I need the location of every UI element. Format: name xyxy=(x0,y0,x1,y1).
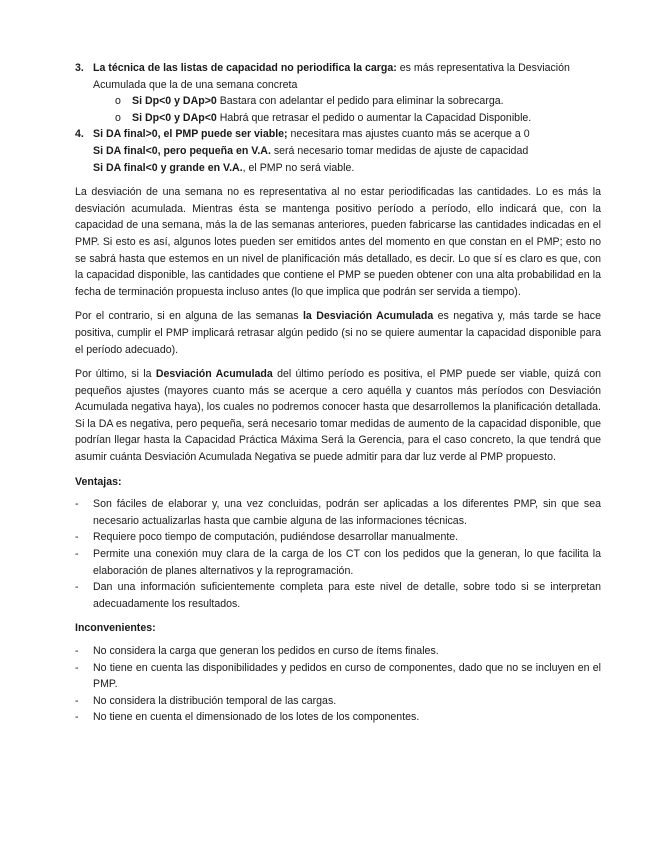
heading-text: Ventajas: xyxy=(75,475,122,488)
sub-item-text: Habrá que retrasar el pedido o aumentar la Capacidad Disponible. xyxy=(216,111,532,124)
item-text: será necesario tomar medidas de ajuste de capacidad xyxy=(270,144,529,157)
circle-bullet-icon: o xyxy=(115,111,121,124)
list-item-text: No tiene en cuenta el dimensionado de los lotes de los componentes. xyxy=(93,711,420,724)
paragraph-text: Por el contrario, si en alguna de las semanas xyxy=(75,310,303,323)
list-item-text: No considera la distribución temporal de las cargas. xyxy=(93,694,337,707)
list-item-text: No tiene en cuenta las disponibilidades y pedidos en curso de componentes, dado que no se incluyen en el PMP. xyxy=(93,661,601,691)
dash-bullet-icon: - xyxy=(75,661,79,674)
inconvenientes-heading xyxy=(75,620,601,637)
item-bold-text: Si DA final>0, el PMP puede ser viable; xyxy=(93,128,288,141)
heading-text: Inconvenientes: xyxy=(75,622,156,635)
circle-bullet-icon: o xyxy=(115,95,121,108)
paragraph-text: Por último, si la xyxy=(75,368,156,381)
list-item xyxy=(75,660,601,693)
paragraph-3 xyxy=(75,366,601,466)
sub-item-text: Bastara con adelantar el pedido para eliminar la sobrecarga. xyxy=(216,95,504,108)
list-item xyxy=(75,643,601,660)
paragraph-1: La desviación de una semana no es representativa al no estar periodificadas las cantidades. Lo es más la desviación acumulada. Mientras ésta se mantenga positivo período a período, ello indicará que, con la capacidad de una semana, más la de las semanas anteriores, pueden fabricarse las cantidades indicadas en el PMP. Si esto es así, algunos lotes pueden ser emitidos antes del momento en que constan en el PMP; esto no se sabrá hasta que estemos en un nivel de planificación más detallado, es decir. Lo que sí es claro es que, con la capacidad disponible, las cantidades que contiene el PMP se pueden obtener con una alta probabilidad en la fecha de terminación propuesta incluso antes (lo que implica que podrán ser servida a tiempo). xyxy=(75,186,601,298)
list-item-text: No considera la carga que generan los pedidos en curso de ítems finales. xyxy=(93,645,439,657)
item-bold-text: Si DA final<0, pero pequeña en V.A. xyxy=(93,144,271,157)
document-page xyxy=(75,60,601,726)
list-item xyxy=(75,529,601,546)
sub-list xyxy=(75,93,601,126)
dash-bullet-icon: - xyxy=(75,548,79,561)
paragraph-2 xyxy=(75,308,601,358)
list-item xyxy=(75,709,601,726)
list-item-text: Permite una conexión muy clara de la carga de los CT con los pedidos que la generan, lo que facilita la elaboración de planes alternativos y la reprogramación. xyxy=(93,548,601,577)
list-item-text: Dan una información suficientemente completa para este nivel de detalle, sobre todo si se interpretan adecuadamente los resultados. xyxy=(93,581,601,610)
list-item-text: Requiere poco tiempo de computación, pudiéndose desarrollar manualmente. xyxy=(93,531,459,544)
item-number: 3. xyxy=(75,62,84,74)
item-bold-text: Si DA final<0 y grande en V.A. xyxy=(93,161,243,174)
numbered-item-3 xyxy=(75,60,601,93)
paragraph-bold: Desviación Acumulada xyxy=(155,368,273,381)
item-bold-text: La técnica de las listas de capacidad no periodifica la carga: xyxy=(93,62,397,74)
dash-bullet-icon: - xyxy=(75,694,79,707)
dash-bullet-icon: - xyxy=(75,645,79,657)
list-item xyxy=(75,546,601,579)
dash-bullet-icon: - xyxy=(75,531,79,544)
dash-bullet-icon: - xyxy=(75,581,79,594)
list-item xyxy=(75,693,601,710)
paragraph-text: es negativa y, más tarde se hace positiva, cumplir el PMP implicará retrasar algún pedido (si no se quiere aumentar la capacidad disponible para el período adecuado). xyxy=(75,310,601,356)
dash-bullet-icon: - xyxy=(75,498,79,511)
list-item xyxy=(75,579,601,612)
sub-list-item xyxy=(75,110,601,127)
dash-bullet-icon: - xyxy=(75,711,79,724)
list-item xyxy=(75,496,601,529)
item-text: necesitara mas ajustes cuanto más se acerque a 0 xyxy=(287,128,530,141)
paragraph-text: del último período es positiva, el PMP puede ser viable, quizá con pequeños ajustes (mayores cuanto más se acerque a cero aquélla y cuantos más períodos con Desviación Acumulada negativa haya), los cuales no podremos conocer hasta que desarrollemos la planificación detallada. Si la DA es negativa, pero pequeña, será necesario tomar medidas de aumento de la capacidad disponible, que podrían llegar hasta la Capacidad Práctica Máxima Será la Gerencia, para el caso concreto, la que tendrá que asumir cuánta Desviación Acumulada Negativa se puede admitir para dar luz verde al PMP propuesto. xyxy=(75,368,601,464)
item-text: es más representativa la Desviación Acumulada que la de una semana concreta xyxy=(93,62,570,91)
ventajas-heading xyxy=(75,474,601,491)
paragraph-bold: la Desviación Acumulada xyxy=(302,310,434,323)
sub-item-bold: Si Dp<0 y DAp<0 xyxy=(132,111,217,124)
sub-item-bold: Si Dp<0 y DAp>0 xyxy=(132,95,217,108)
item-text: , el PMP no será viable. xyxy=(242,161,355,174)
ventajas-list xyxy=(75,496,601,612)
list-item-text: Son fáciles de elaborar y, una vez concluidas, podrán ser aplicadas a los diferentes PMP, sin que sea necesario actualizarlas hasta que cambie alguna de las informaciones técnicas. xyxy=(93,498,601,527)
item-number: 4. xyxy=(75,128,84,141)
sub-list-item xyxy=(75,93,601,110)
inconvenientes-list xyxy=(75,643,601,726)
numbered-item-4 xyxy=(75,126,601,176)
